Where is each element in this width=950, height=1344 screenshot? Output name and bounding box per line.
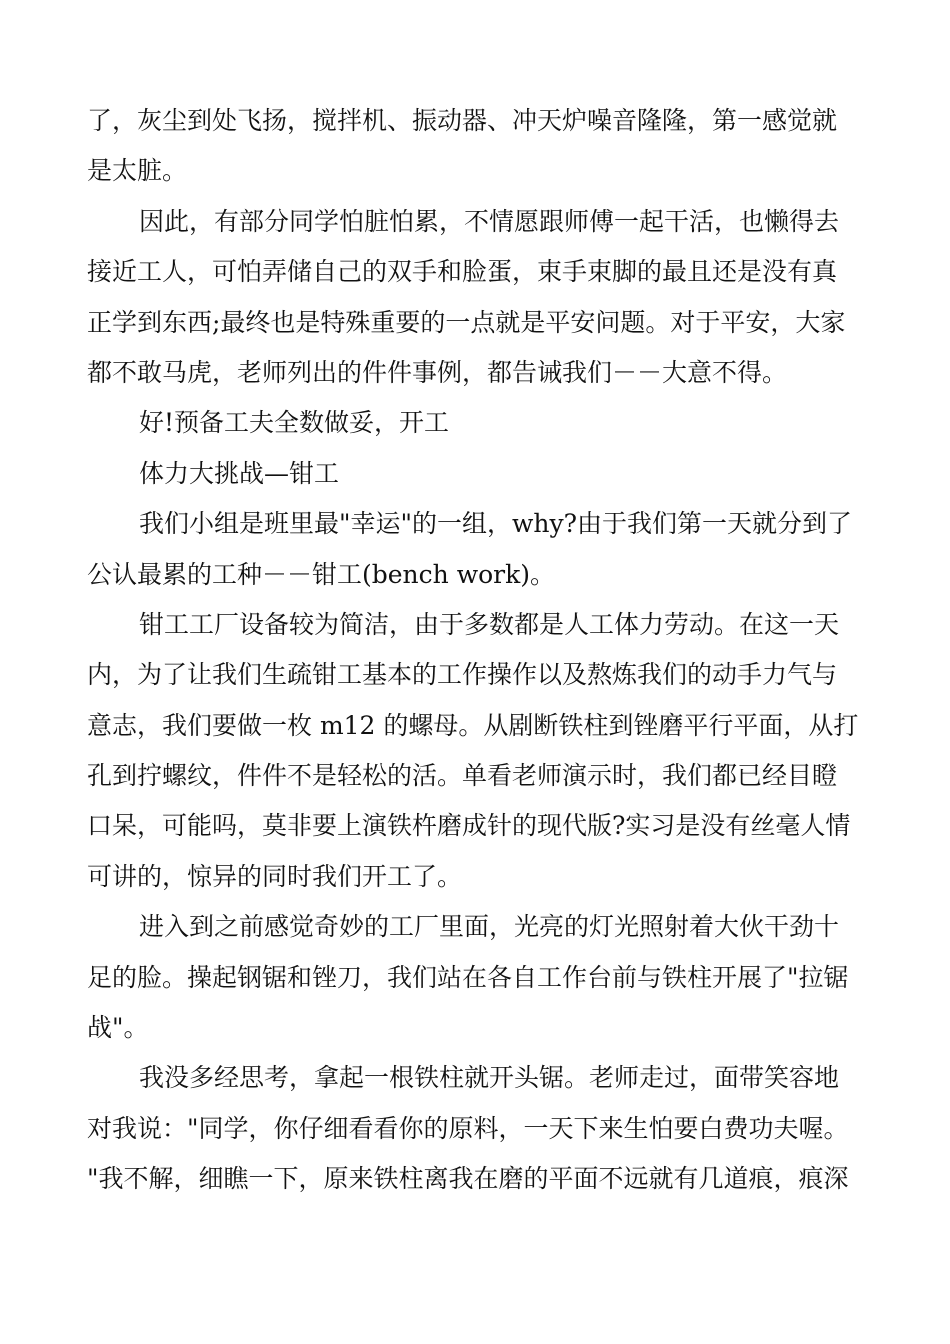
text-line: 足的脸。操起钢锯和锉刀，我们站在各自工作台前与铁柱开展了"拉锯 xyxy=(87,962,849,992)
text-line: 战"。 xyxy=(87,1013,149,1043)
text-line: 我们小组是班里最"幸运"的一组，why?由于我们第一天就分到了 xyxy=(139,509,853,539)
text-line: 好!预备工夫全数做妥，开工 xyxy=(139,408,450,438)
text-line: 对我说："同学，你仔细看看你的原料，一天下来生怕要白费功夫喔。 xyxy=(87,1113,849,1143)
text-line: 是太脏。 xyxy=(87,156,188,186)
text-line: 接近工人，可怕弄储自己的双手和脸蛋，束手束脚的最且还是没有真 xyxy=(87,257,838,287)
text-line: 进入到之前感觉奇妙的工厂里面，光亮的灯光照射着大伙干劲十 xyxy=(139,912,840,942)
document-body xyxy=(87,96,865,1205)
text-line: 可讲的，惊异的同时我们开工了。 xyxy=(87,861,463,891)
text-line: 意志，我们要做一枚 m12 的螺母。从剧断铁柱到锉磨平行平面，从打 xyxy=(87,710,859,740)
section-heading: 体力大挑战—钳工 xyxy=(139,458,340,488)
text-line: 了，灰尘到处飞扬，搅拌机、振动器、冲天炉噪音隆隆，第一感觉就 xyxy=(87,106,838,135)
text-line: 正学到东西;最终也是特殊重要的一点就是平安问题。对于平安，大家 xyxy=(87,307,846,337)
text-line: 口呆，可能吗，莫非要上演铁杵磨成针的现代版?实习是没有丝毫人情 xyxy=(87,811,851,841)
text-line: 内，为了让我们生疏钳工基本的工作操作以及熬炼我们的动手力气与 xyxy=(87,660,838,690)
text-line: 孔到拧螺纹，件件不是轻松的活。单看老师演示时，我们都已经目瞪 xyxy=(87,761,838,791)
text-line: 都不敢马虎，老师列出的件件事例，都告诫我们－－大意不得。 xyxy=(87,357,788,387)
text-line: 公认最累的工种－－钳工(bench work)。 xyxy=(87,559,556,589)
text-line: "我不解，细瞧一下，原来铁柱离我在磨的平面不远就有几道痕，痕深 xyxy=(87,1164,849,1194)
text-line: 钳工工厂设备较为简洁，由于多数都是人工体力劳动。在这一天 xyxy=(139,609,840,639)
text-line: 因此，有部分同学怕脏怕累，不情愿跟师傅一起干活，也懒得去 xyxy=(139,206,840,236)
text-line: 我没多经思考，拿起一根铁柱就开头锯。老师走过，面带笑容地 xyxy=(139,1063,840,1093)
